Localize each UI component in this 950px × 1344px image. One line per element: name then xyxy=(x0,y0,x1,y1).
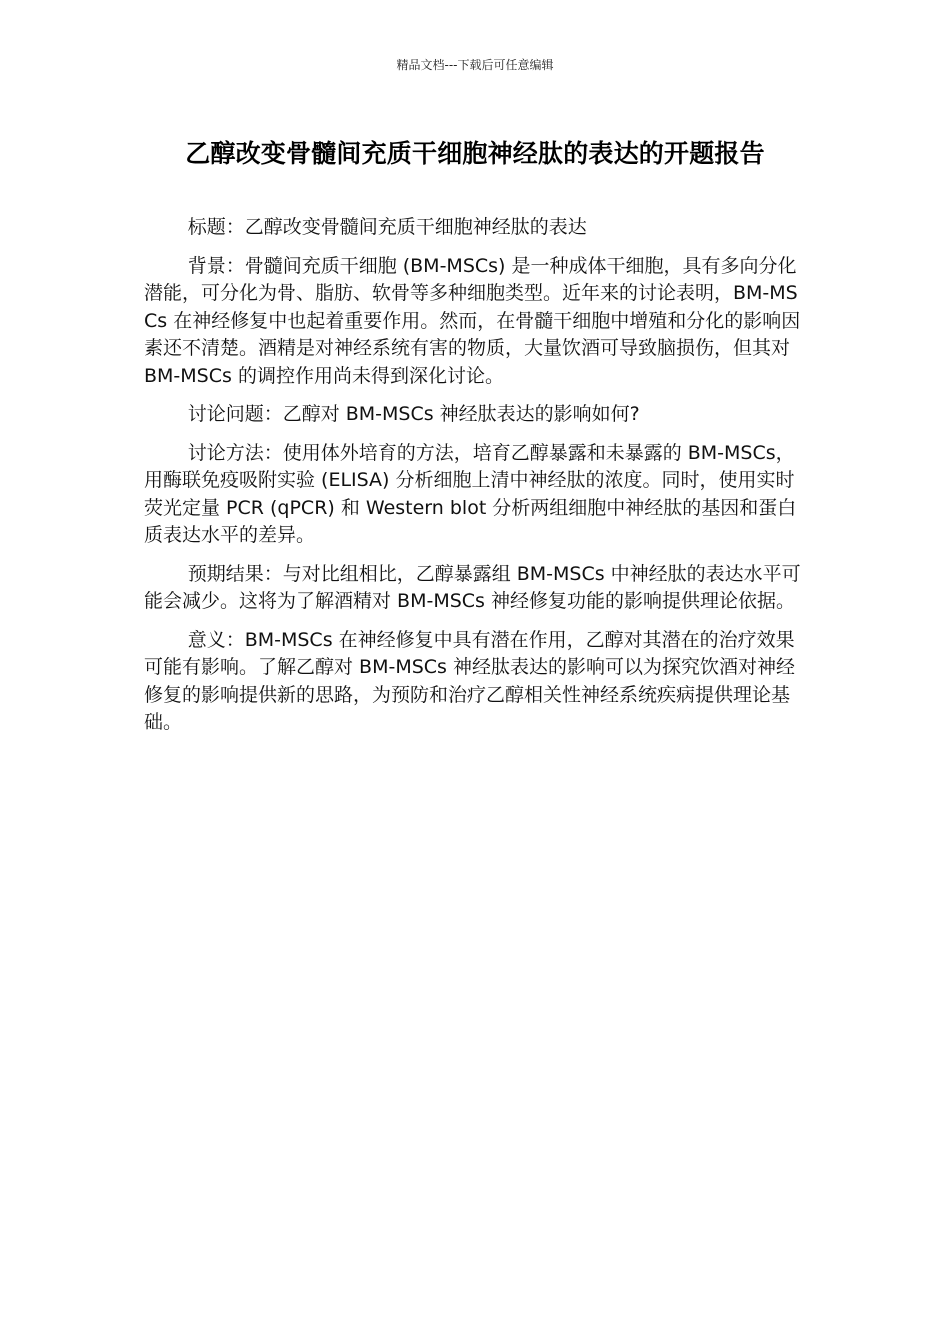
page-header: 精品文档---下载后可任意编辑 xyxy=(396,58,554,72)
paragraph-significance: 意义：BM-MSCs 在神经修复中具有潜在作用，乙醇对其潜在的治疗效果可能有影响。了解乙醇对 BM-MSCs 神经肽表达的影响可以为探究饮酒对神经修复的影响提供新的思路，为预防和治疗乙醇相关性神经系统疾病提供理论基础。 xyxy=(144,628,795,733)
document-body xyxy=(144,214,808,748)
paragraph-subject: 标题：乙醇改变骨髓间充质干细胞神经肽的表达 xyxy=(187,216,587,238)
document-title: 乙醇改变骨髓间充质干细胞神经肽的表达的开题报告 xyxy=(185,139,765,168)
paragraph-research-question: 讨论问题：乙醇对 BM-MSCs 神经肽表达的影响如何? xyxy=(187,403,640,425)
paragraph-expected-results: 预期结果：与对比组相比，乙醇暴露组 BM-MSCs 中神经肽的表达水平可能会减少。这将为了解酒精对 BM-MSCs 神经修复功能的影响提供理论依据。 xyxy=(144,562,801,612)
paragraph-research-method: 讨论方法：使用体外培育的方法，培育乙醇暴露和未暴露的 BM-MSCs，用酶联免疫吸附实验 (ELISA) 分析细胞上清中神经肽的浓度。同时，使用实时荧光定量 PCR (qPCR) 和 Western blot 分析两组细胞中神经肽的基因和蛋白质表达水平的差异。 xyxy=(144,441,797,546)
paragraph-background: 背景：骨髓间充质干细胞 (BM-MSCs) 是一种成体干细胞，具有多向分化潜能，可分化为骨、脂肪、软骨等多种细胞类型。近年来的讨论表明，BM-MSCs 在神经修复中也起着重要作用。然而，在骨髓干细胞中增殖和分化的影响因素还不清楚。酒精是对神经系统有害的物质，大量饮酒可导致脑损伤，但其对 BM-MSCs 的调控作用尚未得到深化讨论。 xyxy=(144,254,801,387)
